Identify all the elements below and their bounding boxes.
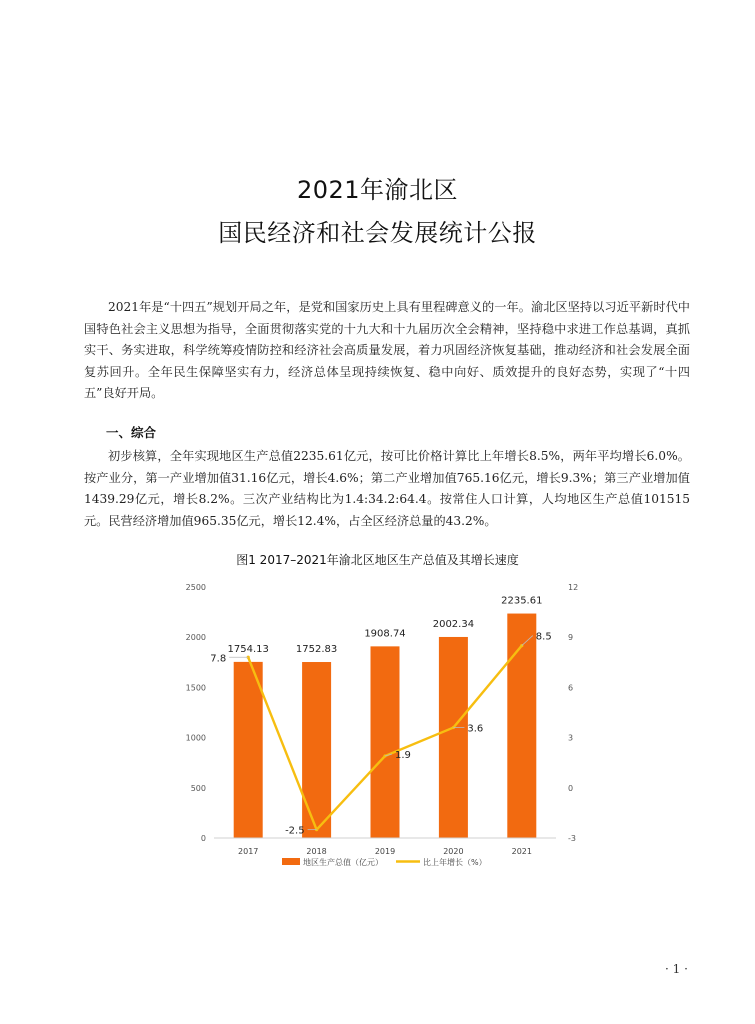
bar-value-label: 2235.61 (501, 595, 543, 607)
growth-value-label: 8.5 (535, 631, 552, 643)
intro-paragraph: 2021年是“十四五”规划开局之年，是党和国家历史上具有里程碑意义的一年。渝北区坚持以习近平新时代中国特色社会主义思想为指导，全面贯彻落实党的十九大和十九届历次全会精神，坚持稳中求进工作总基调，真抓实干、务实进取，科学统筹疫情防控和经济社会高质量发展，着力巩固经济恢复基础，推动经济和社会发展全面复苏回升。全年民生保障坚实有力，经济总体呈现持续恢复、稳中向好、质效提升的良好态势，实现了“十四五”良好开局。 (84, 300, 690, 400)
growth-value-label: 7.8 (210, 653, 227, 665)
y-left-tick-label: 500 (190, 783, 206, 793)
legend-line-label: 比上年增长（%） (423, 858, 487, 867)
bar-value-label: 1752.83 (295, 644, 338, 656)
gdp-bar (234, 662, 263, 838)
y-right-tick-label: 0 (568, 783, 574, 793)
growth-value-label: -2.5 (285, 825, 305, 837)
section-heading: 一、综合 (106, 425, 157, 440)
section-paragraph: 初步核算，全年实现地区生产总值2235.61亿元，按可比价格计算比上年增长8.5%，两年平均增长6.0%。按产业分，第一产业增加值31.16亿元，增长4.6%；第二产业增加值765.16亿元，增长9.3%；第三产业增加值1439.29亿元，增长8.2%。三次产业结构比为1.4:34.2:64.4。按常住人口计算，人均地区生产总值101515元。民营经济增加值965.35亿元，增长12.4%，占全区经济总量的43.2%。 (84, 449, 690, 528)
page-title-line1: 2021年渝北区 (296, 176, 459, 204)
page-title-line2: 国民经济和社会发展统计公报 (218, 219, 537, 247)
x-tick-label: 2021 (511, 847, 532, 856)
bar-value-label: 1754.13 (227, 643, 269, 655)
page-number: · 1 · (665, 962, 688, 976)
y-right-tick-label: -3 (568, 834, 576, 843)
y-left-tick-label: 2000 (185, 633, 206, 643)
bar-value-label: 2002.34 (432, 618, 475, 630)
bar-value-label: 1908.74 (364, 628, 406, 640)
gdp-bar (439, 637, 468, 838)
x-tick-label: 2018 (306, 847, 327, 856)
y-left-tick-label: 0 (200, 834, 206, 843)
y-right-tick-label: 3 (568, 733, 574, 743)
y-left-tick-label: 1500 (185, 683, 206, 693)
y-right-tick-label: 6 (568, 683, 574, 693)
gdp-bar (302, 662, 331, 838)
x-tick-label: 2020 (443, 847, 464, 856)
x-tick-label: 2017 (238, 847, 259, 856)
y-left-tick-label: 1000 (185, 733, 206, 743)
gdp-chart (170, 575, 590, 875)
legend-bar-label: 地区生产总值（亿元） (303, 858, 383, 867)
growth-value-label: 3.6 (467, 723, 484, 735)
chart-title: 图1 2017–2021年渝北区地区生产总值及其增长速度 (236, 553, 519, 567)
legend-bar-swatch (282, 858, 300, 865)
growth-value-label: 1.9 (395, 750, 411, 762)
y-right-tick-label: 12 (568, 583, 579, 592)
x-tick-label: 2019 (374, 847, 396, 856)
y-right-tick-label: 9 (568, 633, 574, 643)
gdp-bar (371, 646, 400, 838)
y-left-tick-label: 2500 (185, 583, 206, 592)
